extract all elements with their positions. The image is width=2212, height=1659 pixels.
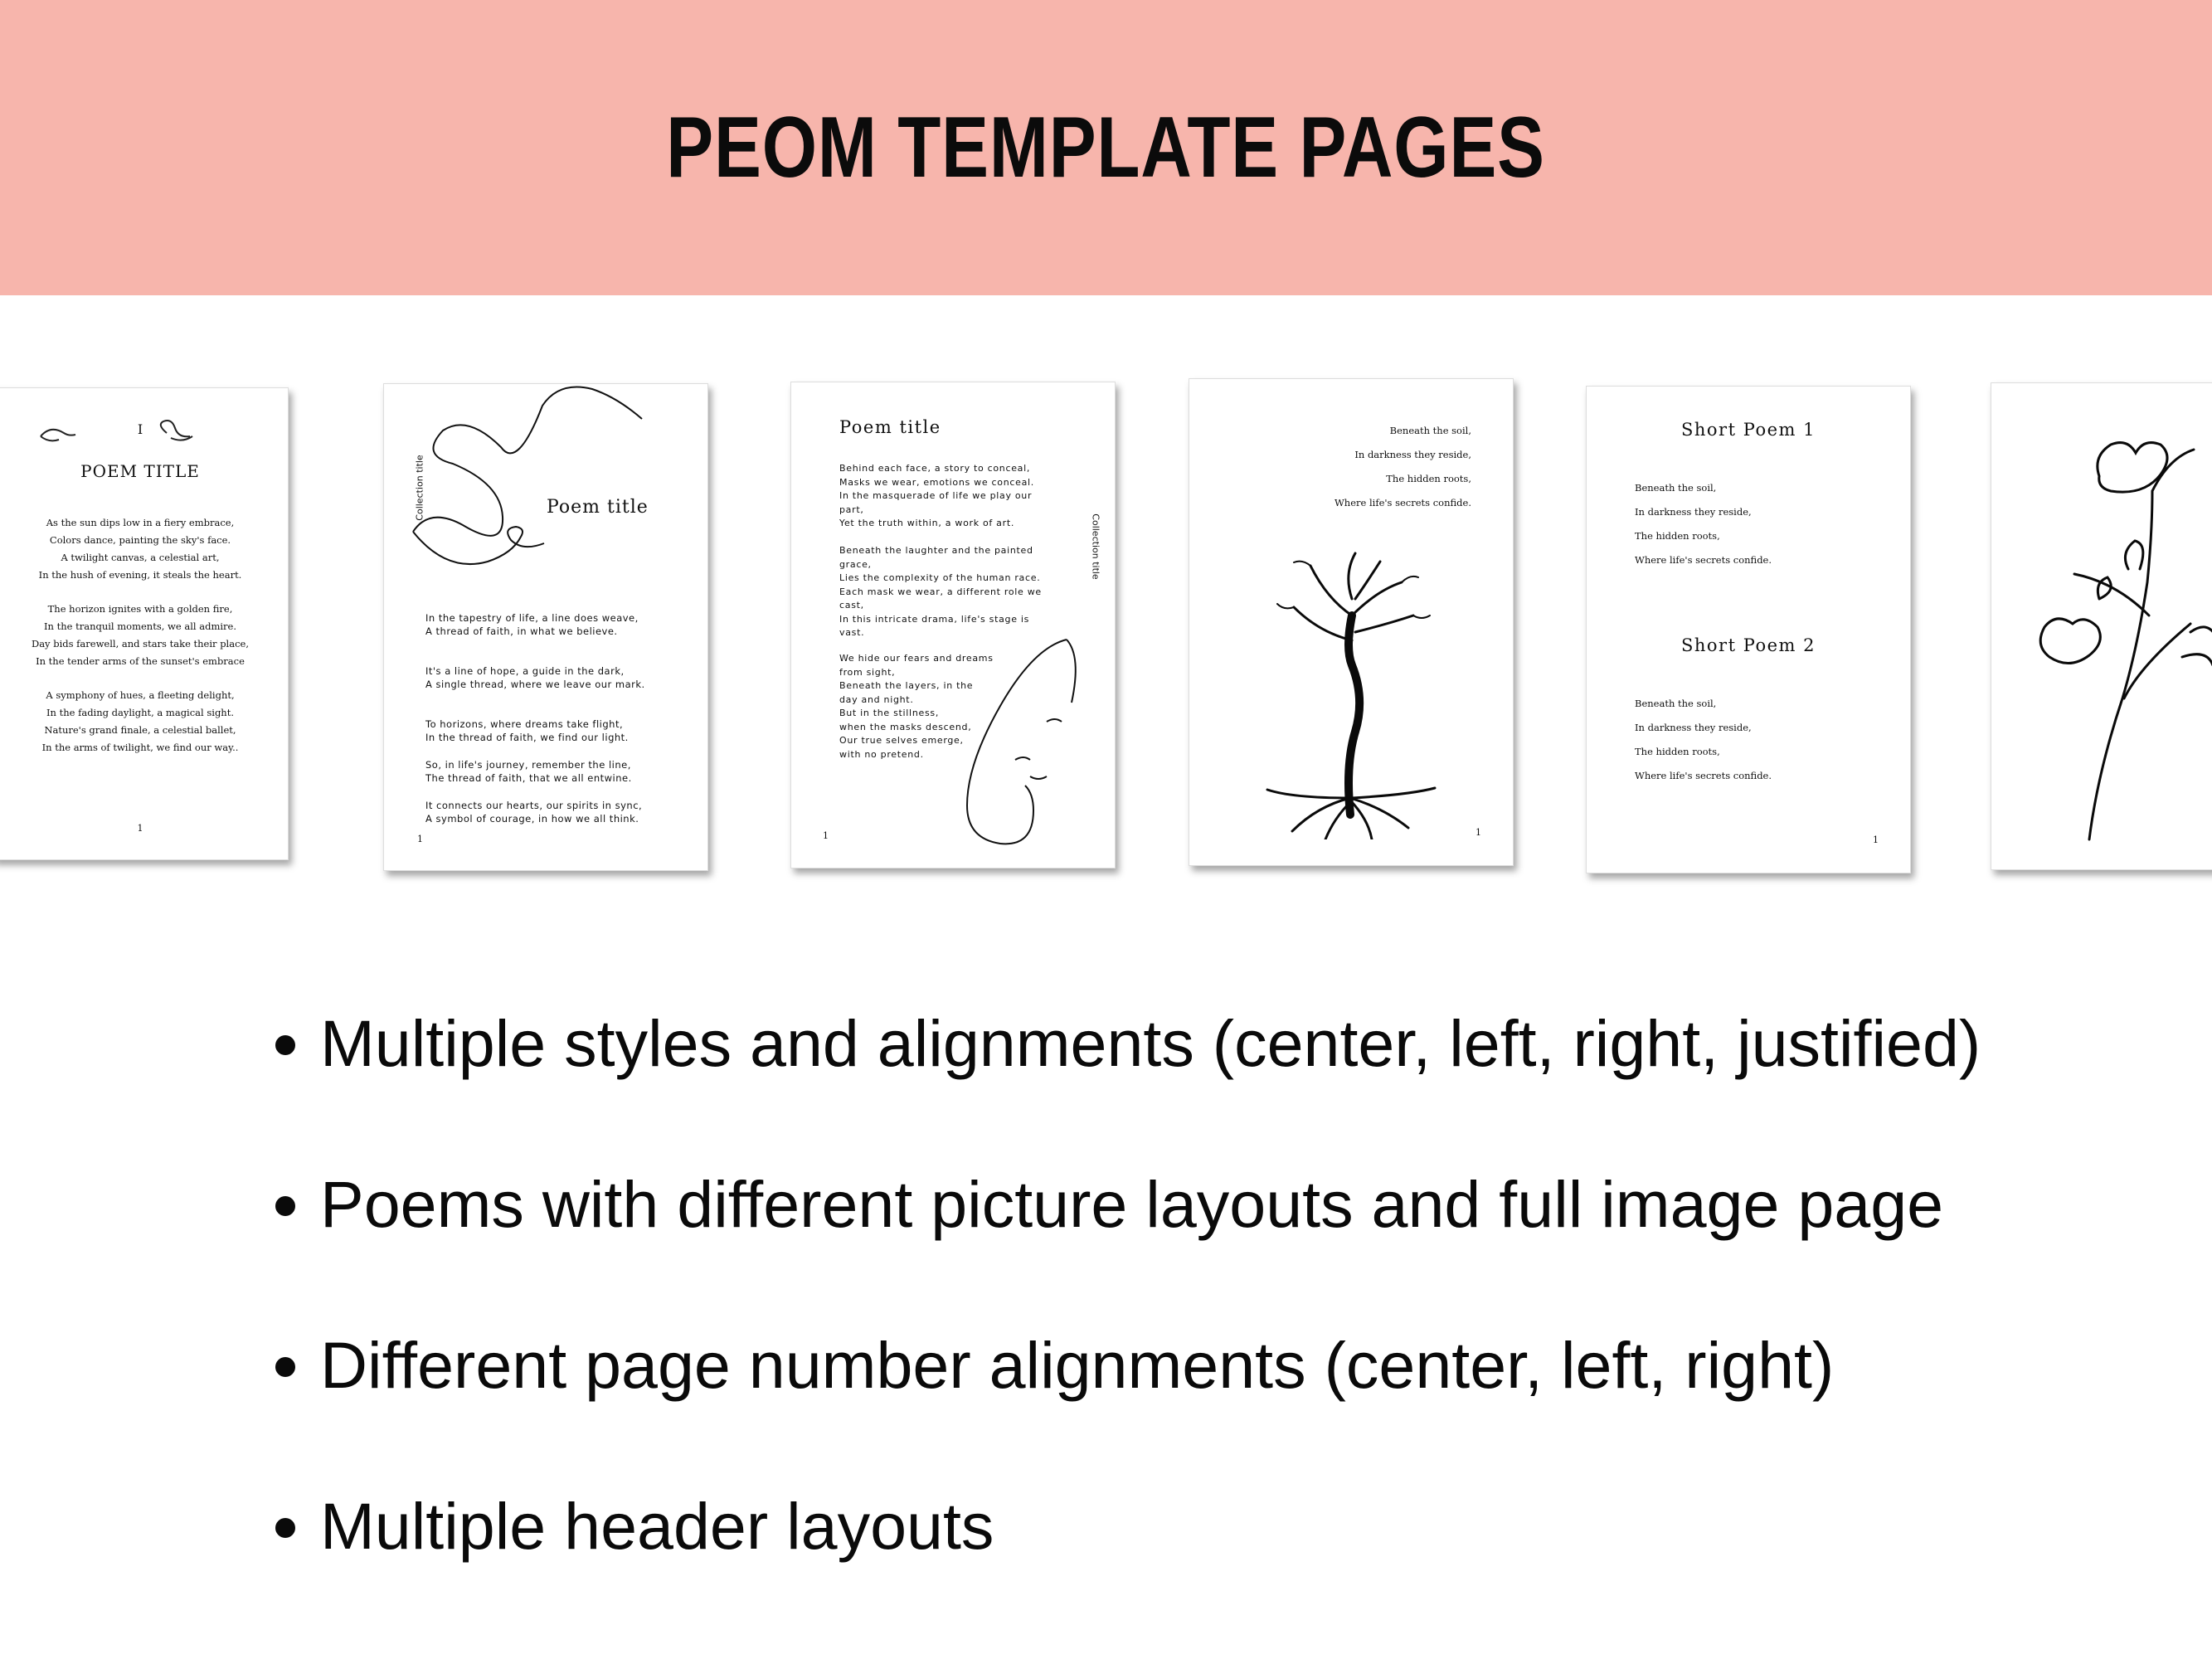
- bullet-icon: [275, 1357, 295, 1377]
- feature-item: [269, 1004, 1981, 1083]
- poem-line: Our true selves emerge,: [839, 735, 964, 746]
- poem-title: Short Poem 1: [1680, 420, 1816, 440]
- poem-line: Each mask we wear, a different role we: [839, 586, 1042, 597]
- stanza: [425, 799, 642, 825]
- flourish-ornament-icon: [0, 413, 288, 463]
- poem-line: In the fading daylight, a magical sight.: [46, 707, 234, 718]
- poem-line: In the thread of faith, we find our light.: [425, 732, 629, 743]
- poem-line: It connects our hearts, our spirits in sync,: [425, 800, 643, 811]
- feature-item: [269, 1486, 1981, 1566]
- poem-line: Where life's secrets confide.: [1635, 770, 1772, 781]
- poem-line: Day bids farewell, and stars take their place,: [31, 638, 249, 649]
- poem-line: Yet the truth within, a work of art.: [839, 518, 1015, 528]
- stanza: [0, 601, 288, 670]
- feature-item: [269, 1165, 1981, 1244]
- poem-line: day and night.: [839, 693, 914, 705]
- poem-line: The hidden roots,: [1635, 746, 1720, 757]
- poem-line: A twilight canvas, a celestial art,: [61, 552, 220, 563]
- poem-line: A symphony of hues, a fleeting delight,: [46, 689, 235, 701]
- header-mark: I: [137, 421, 143, 437]
- poem-line: Beneath the soil,: [1635, 698, 1717, 709]
- poem-line: The hidden roots,: [1386, 473, 1471, 484]
- poem-line: In this intricate drama, life's stage is: [839, 613, 1030, 625]
- stanza: [425, 664, 645, 691]
- poem-title: Poem title: [839, 417, 941, 437]
- collection-title-vertical: Collection title: [414, 455, 425, 521]
- tree-icon: [1189, 549, 1513, 839]
- heart-line-art-icon: [384, 384, 707, 567]
- title-banner: [0, 0, 2212, 295]
- poem-line: Lies the complexity of the human race.: [839, 572, 1041, 583]
- poem-title: Poem title: [547, 497, 649, 518]
- poem-line: A symbol of courage, in how we all think.: [425, 813, 639, 825]
- poem-line: cast,: [839, 600, 864, 611]
- poem-line: Where life's secrets confide.: [1334, 497, 1471, 508]
- poem-line: Beneath the soil,: [1389, 425, 1471, 436]
- feature-text: Multiple header layouts: [320, 1489, 994, 1563]
- stanza: [425, 611, 639, 638]
- poem-line: vast.: [839, 627, 865, 638]
- collection-title-vertical: Collection title: [1090, 513, 1101, 580]
- feature-item: [269, 1326, 1981, 1405]
- bullet-icon: [275, 1035, 295, 1055]
- poem-line: Colors dance, painting the sky's face.: [49, 534, 231, 546]
- poem-line: part,: [839, 504, 864, 515]
- poem-line: Beneath the layers, in the: [839, 680, 974, 691]
- stanza: [1635, 476, 1772, 572]
- template-page-justified: [790, 382, 1116, 868]
- page-number: 1: [417, 834, 423, 844]
- stanza: [839, 462, 1047, 531]
- face-line-art-icon: [957, 635, 1090, 851]
- poem-line: from sight,: [839, 666, 896, 678]
- poem-line: Where life's secrets confide.: [1635, 554, 1772, 566]
- poem-line: The thread of faith, that we all entwine.: [425, 772, 632, 784]
- stanza: [0, 514, 288, 584]
- poem-line: when the masks descend,: [839, 721, 972, 732]
- feature-text: Poems with different picture layouts and full image page: [320, 1167, 1944, 1241]
- stanza: [1334, 419, 1471, 515]
- poem-title: POEM TITLE: [80, 461, 200, 481]
- page-number: 1: [1873, 834, 1879, 845]
- poem-line: Beneath the laughter and the painted: [839, 545, 1033, 556]
- poem-line: In the tranquil moments, we all admire.: [44, 620, 236, 632]
- page-number: 1: [1475, 827, 1481, 838]
- poem-line: grace,: [839, 558, 872, 570]
- poem-line: The hidden roots,: [1635, 530, 1720, 542]
- stanza: [425, 718, 629, 744]
- poem-line: In the arms of twilight, we find our way..: [41, 742, 239, 753]
- poem-line: To horizons, where dreams take flight,: [425, 718, 624, 730]
- poem-line: In the tender arms of the sunset's embrace: [36, 655, 245, 667]
- poem-line: In the tapestry of life, a line does weave,: [425, 612, 639, 624]
- stanza: [1635, 692, 1772, 788]
- template-page-centered: [0, 387, 289, 860]
- poem-line: Nature's grand finale, a celestial ballet,: [44, 724, 236, 736]
- poem-line: with no pretend.: [839, 748, 924, 760]
- bullet-icon: [275, 1196, 295, 1216]
- poem-line: In the masquerade of life we play our: [839, 490, 1033, 501]
- poem-line: In the hush of evening, it steals the heart.: [38, 569, 242, 581]
- feature-list: [269, 1004, 1981, 1647]
- poem-line: So, in life's journey, remember the line,: [425, 759, 631, 771]
- poem-line: Beneath the soil,: [1635, 482, 1717, 494]
- feature-text: Multiple styles and alignments (center, left, right, justified): [320, 1006, 1981, 1080]
- page-number: 1: [137, 823, 143, 834]
- template-page-line-art-header: [383, 383, 708, 871]
- bullet-icon: [275, 1518, 295, 1538]
- page-title: PEOM TEMPLATE PAGES: [666, 99, 1546, 196]
- flower-line-art-icon: [1991, 383, 2212, 869]
- stanza: [839, 544, 1047, 640]
- template-page-right-aligned: [1189, 378, 1514, 866]
- poem-line: The horizon ignites with a golden fire,: [47, 603, 233, 615]
- poem-line: In darkness they reside,: [1635, 722, 1752, 733]
- poem-line: As the sun dips low in a fiery embrace,: [46, 517, 235, 528]
- poem-line: Masks we wear, emotions we conceal.: [839, 476, 1034, 488]
- stanza: [0, 687, 288, 757]
- poem-line: But in the stillness,: [839, 708, 940, 718]
- feature-text: Different page number alignments (center, left, right): [320, 1328, 1835, 1402]
- template-page-two-short-poems: [1586, 386, 1911, 873]
- stanza: [425, 758, 632, 785]
- poem-line: We hide our fears and dreams: [839, 653, 994, 664]
- poem-line: In darkness they reside,: [1354, 449, 1471, 460]
- poem-title: Short Poem 2: [1680, 635, 1816, 655]
- page-number: 1: [823, 830, 829, 841]
- poem-line: A thread of faith, in what we believe.: [425, 625, 618, 637]
- poem-line: It's a line of hope, a guide in the dark,: [425, 665, 625, 677]
- template-page-full-image: [1991, 382, 2212, 870]
- poem-line: In darkness they reside,: [1635, 506, 1752, 518]
- poem-line: Behind each face, a story to conceal,: [839, 463, 1031, 474]
- poem-line: A single thread, where we leave our mark.: [425, 679, 645, 690]
